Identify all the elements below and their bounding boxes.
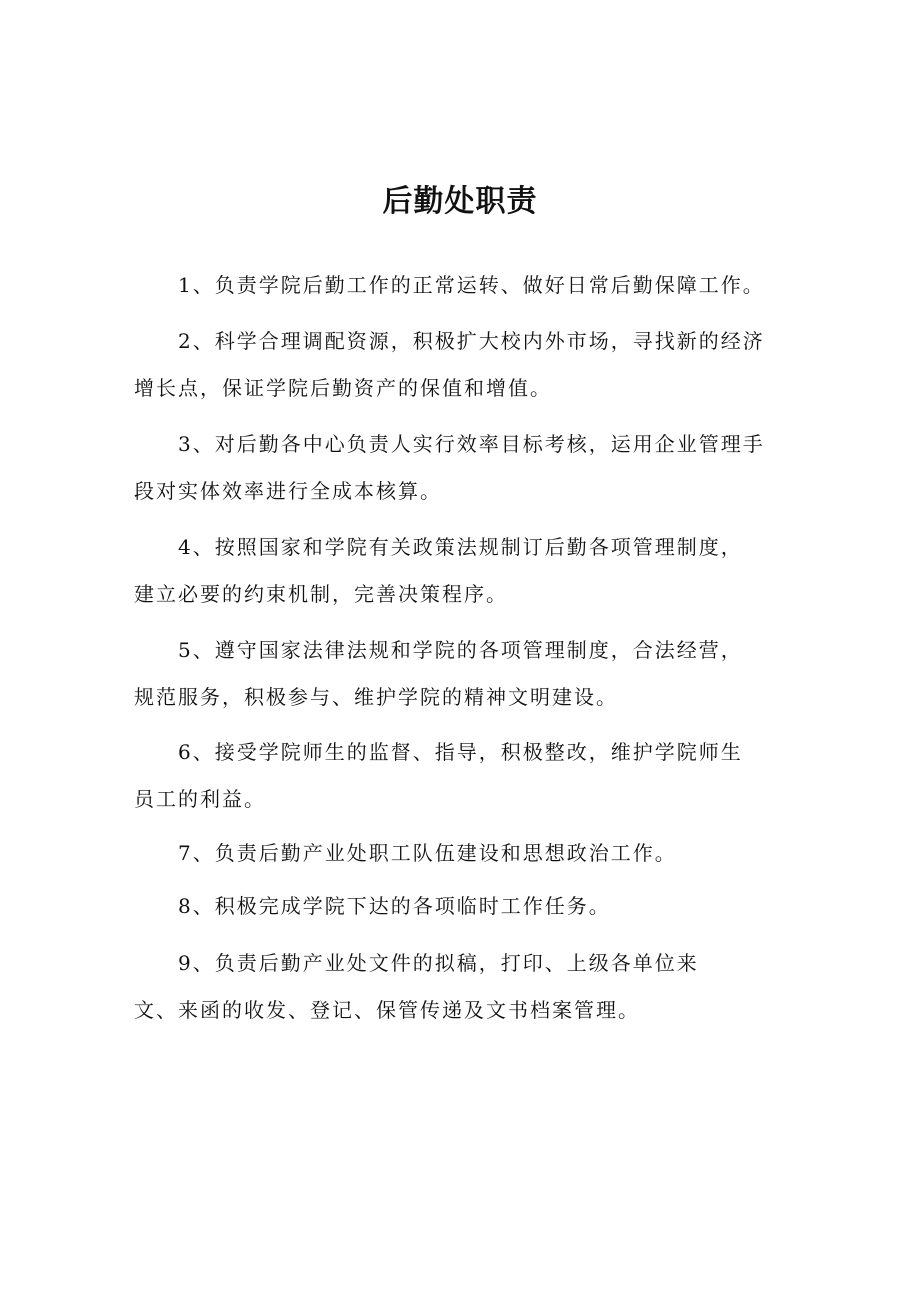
duty-item-line: 2、科学合理调配资源，积极扩大校内外市场，寻找新的经济 <box>178 329 765 353</box>
duty-item-7 <box>134 830 814 877</box>
duty-item-1 <box>134 262 814 309</box>
duty-item-6 <box>134 729 814 823</box>
duty-item-line: 9、负责后勤产业处文件的拟稿，打印、上级各单位来 <box>178 951 699 975</box>
duty-item-8 <box>134 883 814 930</box>
duty-item-4 <box>134 524 814 618</box>
duty-item-line: 建立必要的约束机制，完善决策程序。 <box>134 582 508 606</box>
duty-item-line: 段对实体效率进行全成本核算。 <box>134 479 442 503</box>
duty-item-line: 员工的利益。 <box>134 787 266 811</box>
duty-item-3 <box>134 421 814 515</box>
duty-item-line: 规范服务，积极参与、维护学院的精神文明建设。 <box>134 685 618 709</box>
duty-item-5 <box>134 627 814 721</box>
page-title: 后勤处职责 <box>382 184 538 219</box>
duty-item-line: 7、负责后勤产业处职工队伍建设和思想政治工作。 <box>178 841 677 865</box>
duty-item-9 <box>134 940 814 1034</box>
duty-item-line: 6、接受学院师生的监督、指导，积极整改，维护学院师生 <box>178 740 743 764</box>
duty-item-line: 文、来函的收发、登记、保管传递及文书档案管理。 <box>134 998 640 1022</box>
duty-item-line: 3、对后勤各中心负责人实行效率目标考核，运用企业管理手 <box>178 432 765 456</box>
duty-item-line: 增长点，保证学院后勤资产的保值和增值。 <box>134 376 552 400</box>
duty-item-2 <box>134 318 814 412</box>
duty-item-line: 8、积极完成学院下达的各项临时工作任务。 <box>178 894 611 918</box>
duty-item-line: 1、负责学院后勤工作的正常运转、做好日常后勤保障工作。 <box>178 273 765 297</box>
duty-item-line: 4、按照国家和学院有关政策法规制订后勤各项管理制度， <box>178 535 743 559</box>
duty-item-line: 5、遵守国家法律法规和学院的各项管理制度，合法经营， <box>178 638 743 662</box>
